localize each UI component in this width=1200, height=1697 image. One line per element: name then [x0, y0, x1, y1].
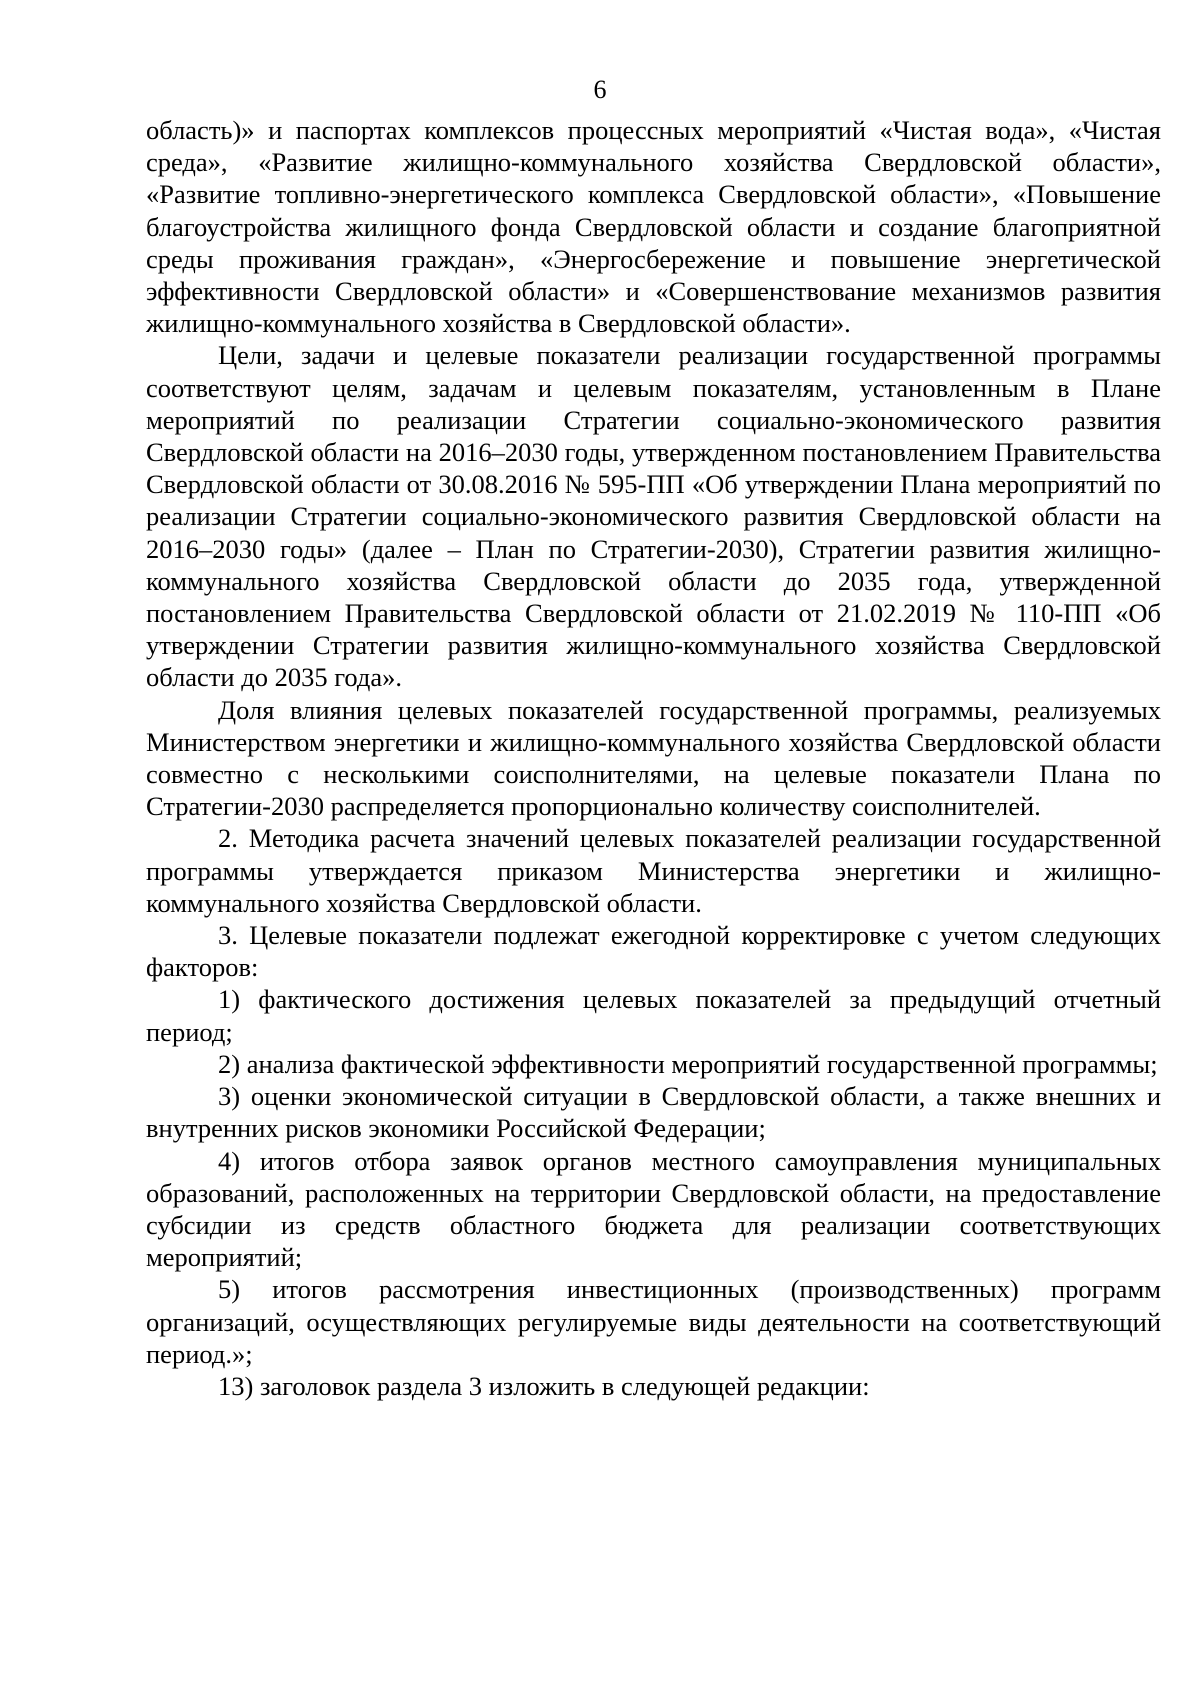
- paragraph-continuation: область)» и паспортах комплексов процессных мероприятий «Чистая вода», «Чистая среда», «Развитие жилищно-коммунального хозяйства Свердловской области», «Развитие топливно-энергетического комплекса Свердловской области», «Повышение благоустройства жилищного фонда Свердловской области и создание благоприятной среды проживания граждан», «Энергосбережение и повышение энергетической эффективности Свердловской области» и «Совершенствование механизмов развития жилищно-коммунального хозяйства в Свердловской области».: [146, 115, 1161, 339]
- paragraph-item-13-heading: 13) заголовок раздела 3 изложить в следующей редакции:: [218, 1370, 870, 1401]
- page-number: 6: [593, 75, 607, 104]
- paragraph-item-3-adjustment: 3. Целевые показатели подлежат ежегодной корректировке с учетом следующих факторов:: [146, 920, 1161, 983]
- paragraph-influence-share: Доля влияния целевых показателей государственной программы, реализуемых Министерством энергетики и жилищно-коммунального хозяйства Свердловской области совместно с несколькими соисполнителями, на целевые показатели Плана по Стратегии-2030 распределяется пропорционально количеству соисполнителей.: [146, 694, 1161, 822]
- paragraph-factor-2: 2) анализа фактической эффективности мероприятий государственной программы;: [218, 1048, 1158, 1079]
- paragraph-factor-3: 3) оценки экономической ситуации в Свердловской области, а также внешних и внутренних рисков экономики Российской Федерации;: [146, 1081, 1161, 1144]
- document-body: [146, 114, 1161, 1402]
- paragraph-factor-1: 1) фактического достижения целевых показателей за предыдущий отчетный период;: [146, 984, 1161, 1047]
- paragraph-goals: Цели, задачи и целевые показатели реализации государственной программы соответствуют целям, задачам и целевым показателям, установленным в Плане мероприятий по реализации Стратегии социально-экономического развития Свердловской области на 2016–2030 годы, утвержденном постановлением Правительства Свердловской области от 30.08.2016 № 595-ПП «Об утверждении Плана мероприятий по реализации Стратегии социально-экономического развития Свердловской области на 2016–2030 годы» (далее – План по Стратегии-2030), Стратегии развития жилищно-коммунального хозяйства Свердловской области до 2035 года, утвержденной постановлением Правительства Свердловской области от 21.02.2019 № 110-ПП «Об утверждении Стратегии развития жилищно-коммунального хозяйства Свердловской области до 2035 года».: [146, 340, 1161, 693]
- paragraph-factor-4: 4) итогов отбора заявок органов местного самоуправления муниципальных образований, расположенных на территории Свердловской области, на предоставление субсидии из средств областного бюджета для реализации соответствующих мероприятий;: [146, 1145, 1161, 1273]
- paragraph-factor-5: 5) итогов рассмотрения инвестиционных (производственных) программ организаций, осуществляющих регулируемые виды деятельности на соответствующий период.»;: [146, 1274, 1161, 1369]
- paragraph-item-2-methodology: 2. Методика расчета значений целевых показателей реализации государственной программы утверждается приказом Министерства энергетики и жилищно-коммунального хозяйства Свердловской области.: [146, 823, 1161, 918]
